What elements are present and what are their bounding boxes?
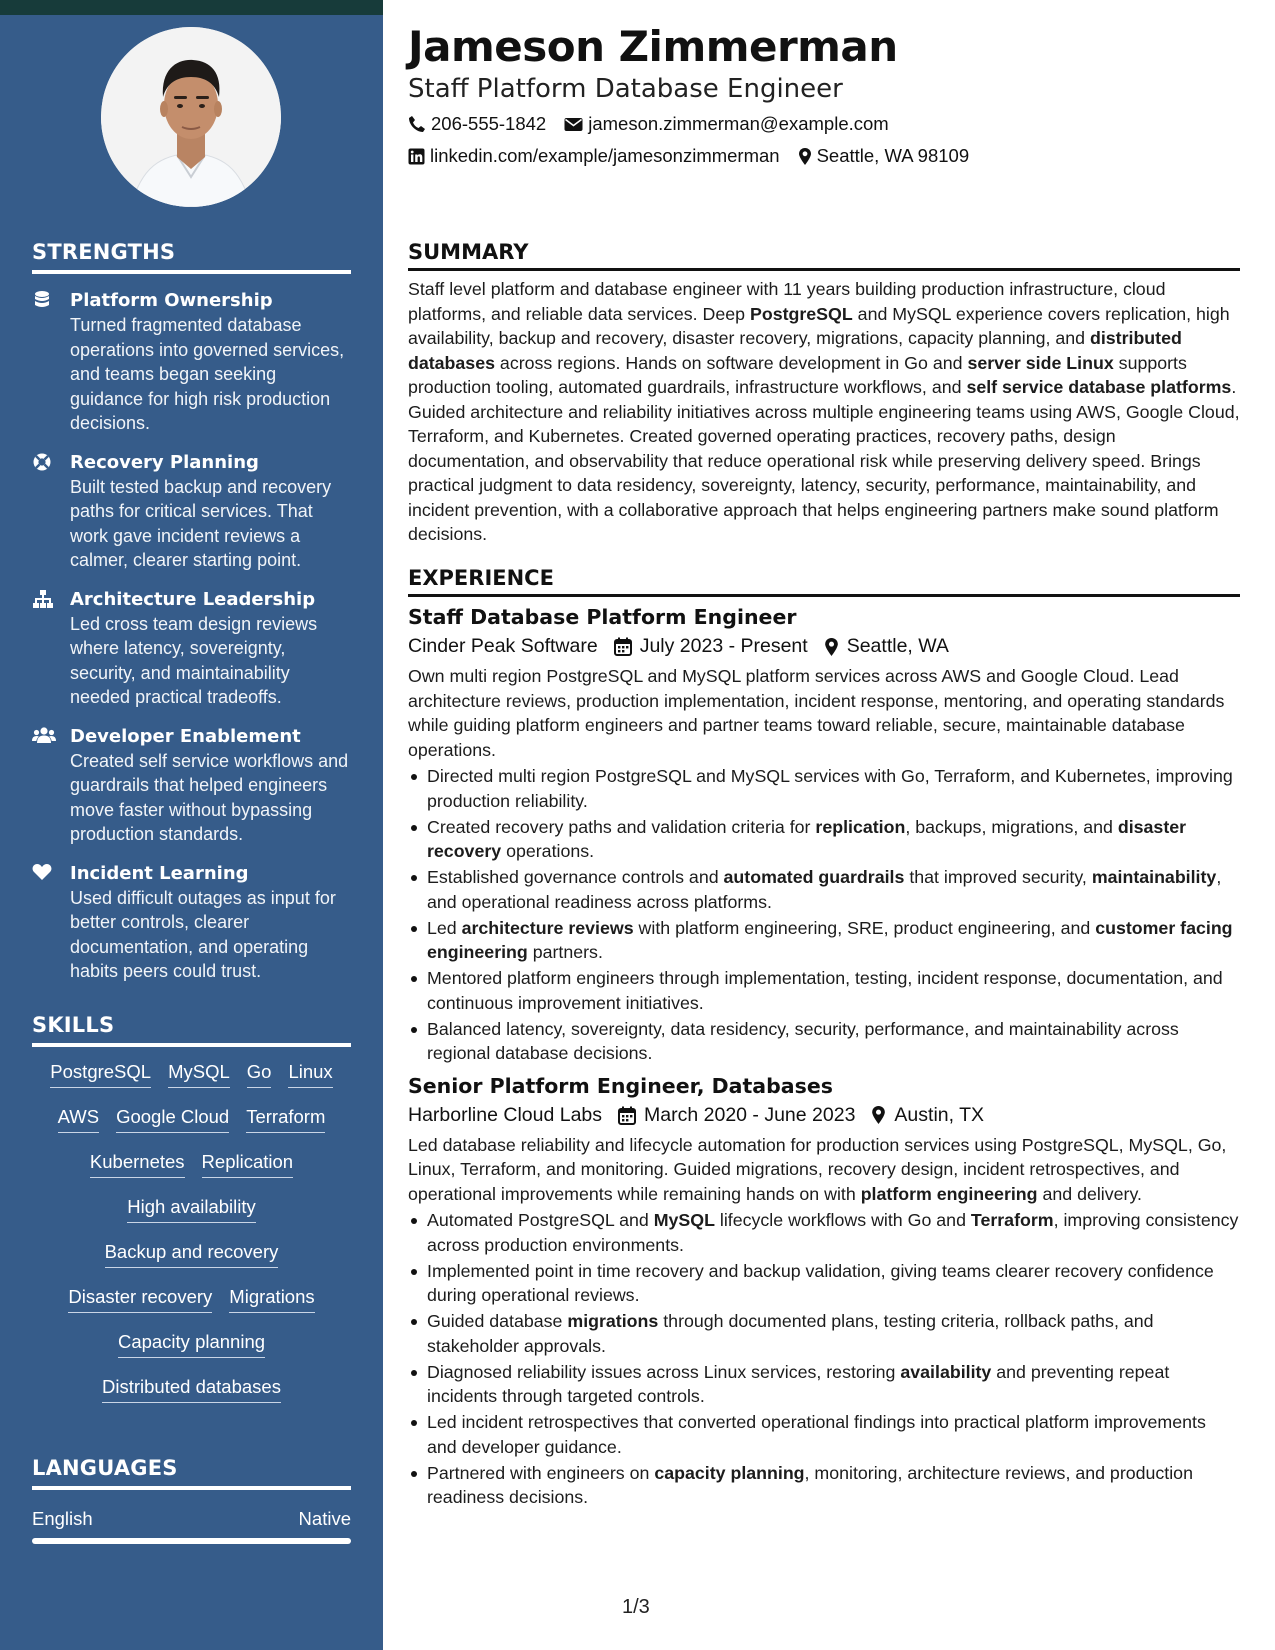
strength-description: Built tested backup and recovery paths for critical services. That work gave incident reviews a calmer, clearer starting point. [70,476,332,570]
contact-row [408,145,987,167]
text-run: and preventing repeat incidents through targeted controls. [427,1361,1170,1406]
text-run: Own multi region PostgreSQL and MySQL platform services across AWS and Google Cloud. Lead architecture reviews, production implementation, incident response, mentoring, and operating standards while guiding platform engineers and partner teams toward reliable, secure, maintainable database operations. [408,666,1225,760]
strength-item [32,288,351,436]
emphasis-text: Terraform [970,1210,1054,1230]
skill-tag: Capacity planning [118,1329,265,1358]
calendar-icon [614,637,632,656]
envelope-icon [564,117,583,132]
bullet-item [408,1410,1240,1459]
emphasis-text: distributed databases [408,328,1182,373]
linkedin-contact[interactable] [408,145,780,167]
contact-row [408,113,907,135]
skill-tag: Backup and recovery [105,1239,279,1268]
strength-item [32,587,351,710]
text-run: that improved security, [904,867,1092,887]
skill-row [32,1149,351,1194]
linkedin-icon [408,148,425,165]
skill-row [32,1059,351,1104]
languages-heading: LANGUAGES [32,1456,351,1490]
life-ring-icon [32,452,52,472]
skill-tag: Kubernetes [90,1149,185,1178]
bullet-item [408,1259,1240,1308]
languages-section [32,1456,351,1544]
emphasis-text: disaster recovery [427,816,1187,861]
emphasis-text: platform engineering [860,1183,1038,1204]
bullet-item [408,916,1240,965]
skill-tag: Terraform [246,1104,325,1133]
emphasis-text: migrations [567,1311,659,1331]
summary-heading: SUMMARY [408,240,1240,271]
language-item [32,1508,351,1530]
sitemap-icon [32,589,54,609]
text-run: operations. [501,841,595,861]
text-run: Led [427,917,462,938]
skill-tag: Distributed databases [102,1374,281,1403]
text-run: Mentored platform engineers through implementation, testing, incident response, documentation, and continuous improvement initiatives. [427,968,1223,1013]
text-run: with platform engineering, SRE, product engineering, and [633,917,1096,938]
dates-text: July 2023 - Present [639,635,808,657]
company-name [408,1104,602,1127]
page-number: 1/3 [622,1596,650,1618]
job-bullets [408,1208,1240,1510]
job-title: Senior Platform Engineer, Databases [408,1073,833,1098]
bullet-item [408,1208,1240,1257]
emphasis-text: automated guardrails [723,867,905,887]
strengths-section [32,240,351,984]
bullet-item [408,966,1240,1015]
linkedin-url: linkedin.com/example/jamesonzimmerman [430,145,780,166]
map-marker-icon [871,1105,886,1125]
strength-title: Platform Ownership [70,290,273,311]
skill-tag: High availability [127,1194,256,1223]
calendar-icon [618,1106,636,1125]
text-run: and delivery. [1037,1183,1142,1204]
skill-row [32,1194,351,1239]
bullet-item [408,865,1240,914]
strength-item [32,861,351,984]
strength-description: Used difficult outages as input for better controls, clearer documentation, and operating habits peers could trust. [70,887,336,981]
skill-tag: PostgreSQL [50,1059,151,1088]
emphasis-text: server side Linux [967,352,1114,373]
skill-tag: Google Cloud [116,1104,229,1133]
strength-description: Led cross team design reviews where latency, sovereignty, security, and maintainability needed practical tradeoffs. [70,613,318,707]
bullet-item [408,764,1240,813]
emphasis-text: availability [900,1361,992,1382]
job-dates [618,1104,855,1127]
bullet-item [408,1360,1240,1409]
job-summary [408,1133,1240,1207]
job-location [871,1104,984,1127]
strength-title: Recovery Planning [70,451,259,473]
job-entry [408,605,1240,1066]
map-marker-icon [824,637,839,657]
dates-text: March 2020 - June 2023 [644,1103,856,1126]
text-run: Balanced latency, sovereignty, data residency, security, performance, and maintainability across regional database decisions. [427,1018,1179,1063]
job-meta [408,635,1240,658]
skill-tag: MySQL [168,1059,230,1088]
email-address: jameson.zimmerman@example.com [588,113,889,134]
skill-tag: Linux [288,1059,332,1088]
strength-item [32,724,351,847]
text-run: through documented plans, testing criteria, rollback paths, and stakeholder approvals. [427,1311,1154,1356]
text-run: , backups, migrations, and [905,816,1118,837]
text-run: Directed multi region PostgreSQL and MySQL services with Go, Terraform, and Kubernetes, improving production reliability. [427,766,1233,811]
skill-row [32,1239,351,1284]
phone-number: 206-555-1842 [431,113,547,134]
strength-description: Created self service workflows and guardrails that helped engineers move faster without bypassing production standards. [70,750,349,844]
bullet-item [408,1461,1240,1510]
text-run: Created recovery paths and validation criteria for [427,816,816,837]
language-name: English [32,1508,93,1529]
summary-section [408,240,1240,547]
experience-section [408,566,1240,1511]
job-location [824,635,949,658]
users-icon [32,726,56,744]
strengths-heading: STRENGTHS [32,240,351,274]
skill-tag: Disaster recovery [68,1284,212,1313]
language-level: Native [298,1508,351,1529]
skills-section [32,1013,351,1419]
company-name [408,635,598,658]
bullet-item [408,815,1240,864]
skill-row [32,1329,351,1374]
text-run: . Guided architecture and reliability initiatives across multiple engineering teams using AWS, Google Cloud, Terraform, and Kubernetes. Created governed operating practices, recovery paths, design documentation, and observability that reduce operational risk while preserving delivery speed. Brings practical judgment to data residency, sovereignty, latency, security, performance, maintainability, and incident prevention, with a collaborative approach that helps engineering partners make sound platform decisions. [408,377,1240,544]
text-run: Staff level platform and database engineer with 11 years building production infrastructure, cloud platforms, and reliable data services. Deep [408,279,1166,324]
phone-contact[interactable] [408,113,546,135]
strength-item [32,450,351,573]
avatar [101,27,281,207]
strength-title: Developer Enablement [70,725,301,747]
sidebar-top-band [0,0,383,15]
language-proficiency-bar [32,1538,351,1544]
company-text: Harborline Cloud Labs [408,1103,603,1126]
text-run: Guided database [427,1311,568,1331]
text-run: Led database reliability and lifecycle automation for production services using PostgreSQL, MySQL, Go, Linux, Terraform, and monitoring. Guided migrations, recovery design, incident retrospectives, and operational improvements while remaining hands on with [408,1134,1227,1204]
skill-tag: Go [247,1059,272,1088]
strength-title: Architecture Leadership [70,588,316,610]
job-meta [408,1104,1240,1127]
text-run: Diagnosed reliability issues across Linux services, restoring [427,1361,901,1382]
text-run: , improving consistency across production environments. [427,1210,1239,1255]
email-contact[interactable] [564,113,888,135]
map-marker-icon [798,147,812,166]
skill-tag: AWS [58,1104,99,1133]
text-run: across regions. Hands on software development in Go and [494,352,968,373]
skill-row [32,1284,351,1329]
experience-heading: EXPERIENCE [408,566,1240,597]
text-run: Automated PostgreSQL and [427,1210,654,1230]
text-run: Implemented point in time recovery and backup validation, giving teams clearer recovery confidence during operational reviews. [427,1260,1214,1305]
phone-icon [408,115,426,133]
summary-text [408,277,1240,547]
job-entry [408,1074,1240,1510]
emphasis-text: capacity planning [654,1462,805,1483]
heart-icon [32,863,52,881]
bullet-item [408,1309,1240,1358]
skill-row [32,1104,351,1149]
database-icon [32,290,52,310]
profile-photo [101,27,281,207]
location-text: Seattle, WA [846,635,949,657]
text-run: lifecycle workflows with Go and [714,1210,971,1230]
skills-heading: SKILLS [32,1013,351,1047]
job-summary [408,664,1240,762]
emphasis-text: PostgreSQL [749,303,853,324]
text-run: , and operational readiness across platforms. [427,867,1222,912]
emphasis-text: self service database platforms [966,377,1232,397]
job-bullets [408,764,1240,1066]
job-dates [614,635,808,658]
emphasis-text: MySQL [653,1210,715,1230]
skill-row [32,1374,351,1419]
text-run: Partnered with engineers on [427,1462,655,1483]
emphasis-text: architecture reviews [461,917,634,938]
text-run: Established governance controls and [427,867,724,887]
text-run: supports production tooling, automated guardrails, infrastructure workflows, and [408,352,1187,397]
skill-tag: Migrations [229,1284,314,1313]
sidebar [0,0,383,1650]
candidate-role: Staff Platform Database Engineer [408,74,843,104]
strength-description: Turned fragmented database operations into governed services, and teams began seeking guidance for high risk production decisions. [70,315,345,433]
location-text: Austin, TX [894,1103,985,1126]
text-run: and MySQL experience covers replication, high availability, backup and recovery, disaster recovery, migrations, capacity planning, and [408,303,1230,348]
emphasis-text: maintainability [1091,867,1217,887]
location-contact [798,145,970,167]
skills-list [32,1059,351,1419]
candidate-name: Jameson Zimmerman [408,22,898,71]
text-run: Led incident retrospectives that converted operational findings into practical platform improvements and developer guidance. [427,1412,1206,1457]
location-text: Seattle, WA 98109 [816,145,970,166]
emphasis-text: customer facing engineering [427,917,1233,962]
skill-tag: Replication [202,1149,294,1178]
bullet-item [408,1017,1240,1066]
strength-title: Incident Learning [70,862,249,884]
company-text: Cinder Peak Software [408,635,598,657]
emphasis-text: replication [815,816,906,837]
text-run: , monitoring, architecture reviews, and production readiness decisions. [427,1462,1193,1507]
job-title: Staff Database Platform Engineer [408,605,797,629]
text-run: partners. [527,942,603,962]
